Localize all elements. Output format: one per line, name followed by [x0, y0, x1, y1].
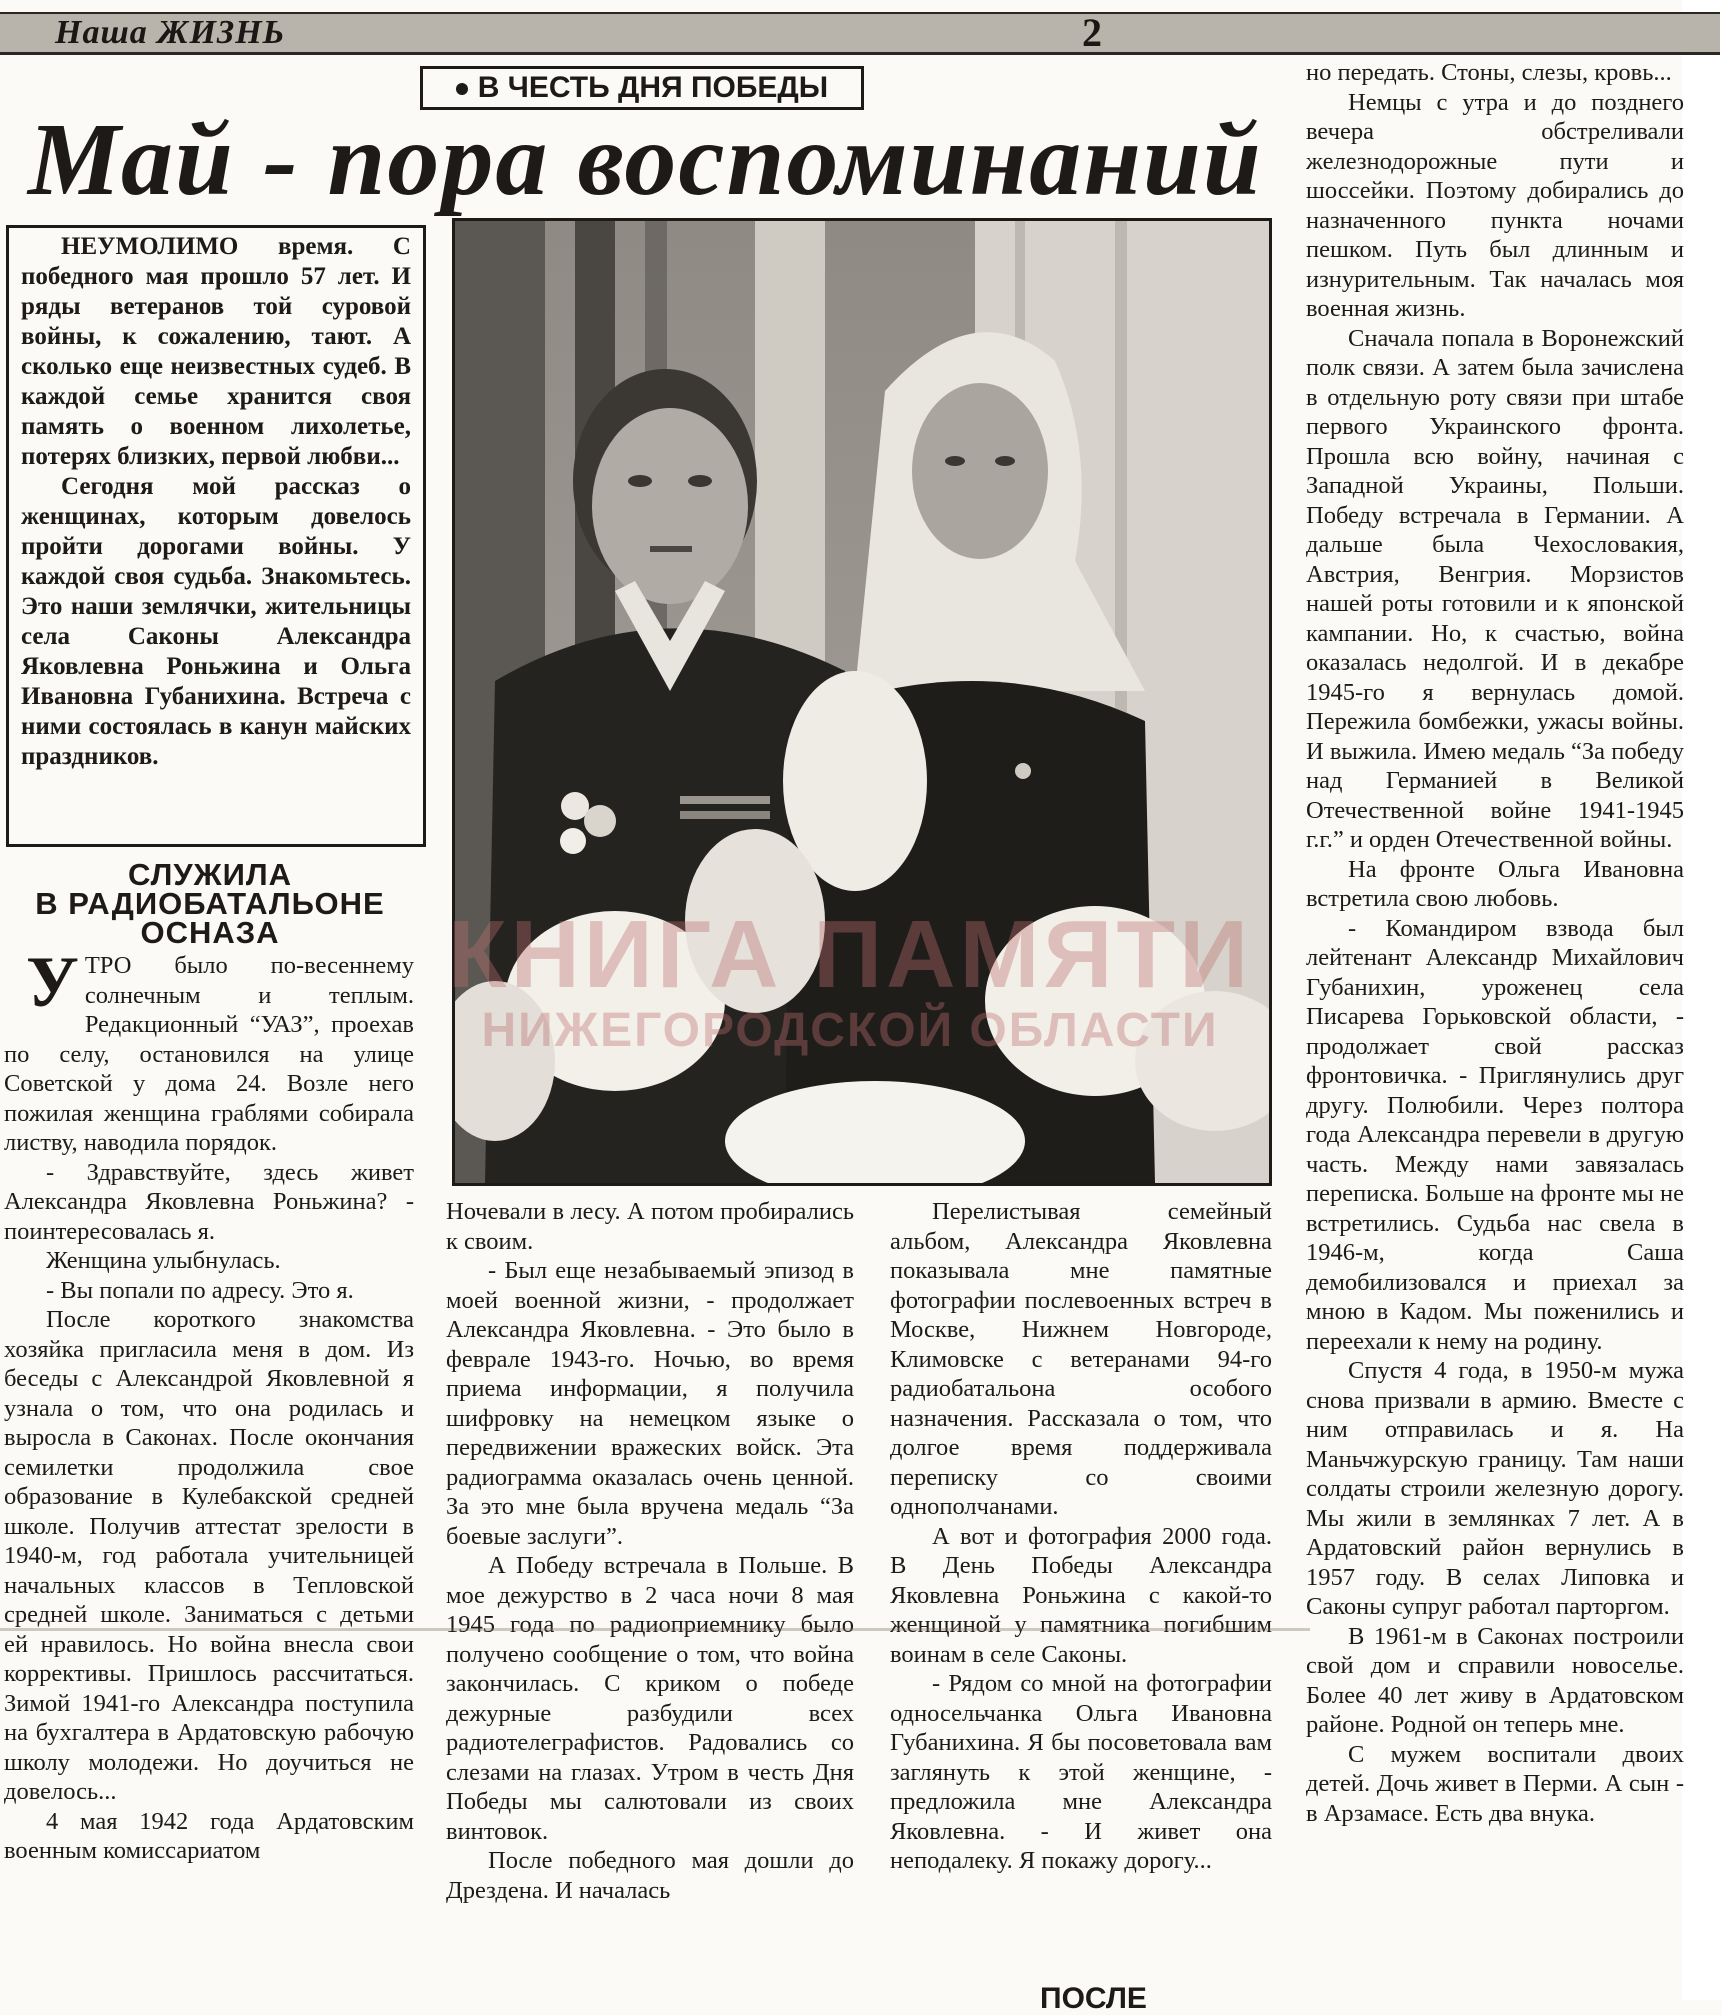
section-heading-line: СЛУЖИЛА — [127, 857, 293, 892]
paragraph: Женщина улыбнулась. — [46, 1247, 281, 1274]
paragraph: На фронте Ольга Ивановна встретила свою любовь. — [1306, 855, 1684, 912]
watermark-line: КНИГА ПАМЯТИ — [447, 901, 1253, 1008]
photo-two-veterans — [455, 221, 1269, 1183]
bullet-icon — [456, 83, 468, 95]
text-column-1 — [4, 951, 414, 2000]
newspaper-name: Наша ЖИЗНЬ — [55, 14, 286, 51]
paragraph: но передать. Стоны, слезы, кровь... — [1306, 59, 1672, 86]
article-headline: Май - пора воспоминаний — [28, 102, 1263, 217]
paragraph: - Вы попали по адресу. Это я. — [46, 1276, 354, 1304]
paper-fold-line — [0, 1628, 1310, 1631]
section-heading-line: ОСНАЗА — [140, 915, 280, 950]
section-heading-line: В РАДИОБАТАЛЬОНЕ — [35, 886, 385, 921]
masthead — [0, 12, 1720, 55]
paragraph: - Здравствуйте, здесь живет Александра Яковлевна Роньжина? - поинтересовалась я. — [4, 1158, 414, 1245]
paragraph: - Командиром взвода был лейтенант Александр Михайлович Губанихин, уроженец села Писарева Горьковской области, - продолжает свой рассказ фронтовичка. - Приглянулись друг другу. Полюбили. Через полтора года Александра перевели в другую часть. Между нами завязалась переписка. Больше на фронте мы не встретились. Судьба нас свела в 1946-м, когда Саша демобилизовался и приехал за мною в Кадом. Мы поженились и переехали к нему на родину. — [1306, 914, 1684, 1355]
text-column-2 — [446, 1197, 854, 2000]
paragraph: Немцы с утра и до позднего вечера обстреливали железнодорожные пути и шоссейки. Поэтому добирались до назначенного пункта ночами пешком. Путь был длинным и изнурительным. Так началась моя военная жизнь. — [1306, 88, 1684, 322]
paragraph: Сначала попала в Воронежский полк связи. А затем была зачислена в отдельную роту связи при штабе первого Украинского фронта. Прошла всю войну, начиная с Западной Украины, Польши. Победу встречала в Германии. А дальше была Чехословакия, Австрия, Венгрия. Морзистов нашей роты готовили и к японской кампании. Но, к счастью, война оказалась недолгой. И в декабре 1945-го я вернулась домой. Пережила бомбежки, ужасы войны. И выжила. Имею медаль “За победу над Германией в Великой Отечественной войне 1941-1945 г.г.” и орден Отечественной войны. — [1306, 324, 1684, 853]
text-column-3 — [890, 1197, 1272, 2000]
rubric-text: В ЧЕСТЬ ДНЯ ПОБЕДЫ — [477, 71, 829, 104]
next-section-heading: ПОСЛЕ — [1040, 1982, 1147, 2015]
drop-cap: У — [26, 951, 79, 1022]
paragraph: Спустя 4 года, в 1950-м мужа снова призвали в армию. Вместе с ним отправилась и я. На Маньчжурскую границу. Там наши солдаты строили железную дорогу. Мы жили в землянках 7 лет. А в Ардатовский район вернулись в 1957 году. В селах Липовка и Саконы супруг работал парторгом. — [1306, 1357, 1684, 1620]
paragraph: А Победу встречала в Польше. В мое дежурство в 2 часа ночи 8 мая 1945 года по радиоприемнику было получено сообщение о том, что война закончилась. С криком о победе дежурные разбудили всех радиотелеграфистов. Радовались со слезами на глазах. Утром в честь Дня Победы мы салютовали из своих винтовок. — [446, 1552, 854, 1845]
paragraph: Перелистывая семейный альбом, Александра Яковлевна показывала мне памятные фотографии послевоенных встреч в Москве, Нижнем Новгороде, Климовске с ветеранами 94-го радиобатальона особого назначения. Рассказала о том, что долгое время поддерживала переписку со своими однополчанами. — [890, 1198, 1272, 1520]
paragraph: - Был еще незабываемый эпизод в моей военной жизни, - продолжает Александра Яковлевна. - Это было в феврале 1943-го. Ночью, во время приема информации, я получила шифровку на немецком языке о передвижении вражеских войск. Эта радиограмма оказалась очень ценной. За это мне была вручена медаль “За боевые заслуги”. — [446, 1257, 854, 1550]
lead-paragraph: Сегодня мой рассказ о женщинах, которым довелось пройти дорогами войны. У каждой своя судьба. Знакомьтесь. Это наши землячки, жительницы села Саконы Александра Яковлевна Роньжина и Ольга Ивановна Губанихина. Встреча с ними состоялась в канун майских праздников. — [21, 473, 411, 770]
paragraph — [4, 951, 414, 1158]
lead-paragraph-box — [6, 225, 426, 847]
section-heading — [4, 857, 416, 950]
lead-paragraph: НЕУМОЛИМО время. С победного мая прошло 57 лет. И ряды ветеранов той суровой войны, к сожалению, тают. А сколько еще неизвестных судеб. В каждой семье хранится своя память о военном лихолетье, потерях близких, первой любви... — [21, 233, 411, 470]
paragraph: С мужем воспитали двоих детей. Дочь живет в Перми. А сын - в Арзамасе. Есть два внука. — [1306, 1740, 1684, 1827]
article-photo — [452, 218, 1272, 1186]
page-number: 2 — [1082, 10, 1102, 55]
scan-margin — [1682, 0, 1722, 2000]
paragraph: 4 мая 1942 года Ардатовским военным комиссариатом — [4, 1807, 414, 1864]
paragraph: В 1961-м в Саконах построили свой дом и справили новоселье. Более 40 лет живу в Ардатовском районе. Родной он теперь мне. — [1306, 1622, 1684, 1738]
paragraph: - Рядом со мной на фотографии односельчанка Ольга Ивановна Губанихина. Я бы посоветовала вам заглянуть к этой женщине, - предложила мне Александра Яковлевна. - И живет она неподалеку. Я покажу дорогу... — [890, 1670, 1272, 1874]
watermark-line: НИЖЕГОРОДСКОЙ ОБЛАСТИ — [481, 1004, 1219, 1057]
paragraph-text: ТРО было по-весеннему солнечным и теплым. Редакционный “УАЗ”, проехав по селу, остановился на улице Советской у дома 24. Возле него пожилая женщина граблями собирала листву, наводила порядок. — [4, 952, 414, 1156]
text-column-4 — [1306, 58, 1684, 2000]
paragraph: Ночевали в лесу. А потом пробирались к своим. — [446, 1198, 854, 1255]
paragraph: После победного мая дошли до Дрездена. И началась — [446, 1847, 854, 1904]
paragraph: После короткого знакомства хозяйка пригласила меня в дом. Из беседы с Александрой Яковлевной я узнала о том, что она родилась и выросла в Саконах. После окончания семилетки продолжила свое образование в Кулебакской средней школе. Получив аттестат зрелости в 1940-м, год работала учительницей начальных классов в Тепловской средней школе. Заниматься с детьми ей нравилось. Но война внесла свои коррективы. Пришлось рассчитаться. Зимой 1941-го Александра поступила на бухгалтера в Ардатовскую рабочую школу молодежи. Но доучиться не довелось... — [4, 1306, 414, 1805]
paragraph: А вот и фотография 2000 года. В День Победы Александра Яковлевна Роньжина с какой-то женщиной у памятника погибшим воинам в селе Саконы. — [890, 1522, 1272, 1668]
